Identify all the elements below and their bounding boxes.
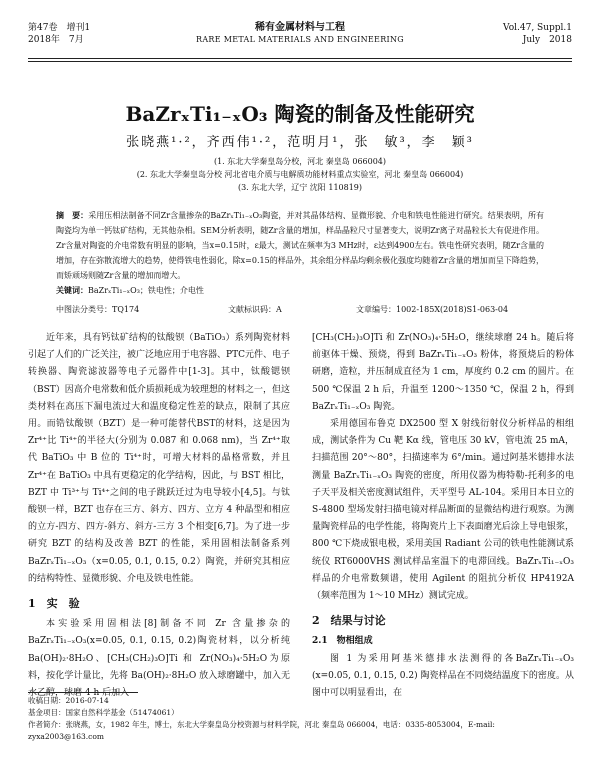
volume-issue-cn: 第47卷 增刊1 [28,23,91,33]
intro-paragraph: 近年来，具有钙钛矿结构的钛酸钡（BaTiO₃）系列陶瓷材料引起了人们的广泛关注，被广泛地应用于电容器、PTC元件、电子转换器、陶瓷滤波器等电子元器件中[1-3]。其中，钛酸锶钡（BST）因高介电常数和低介质损耗成为较理想的材料之一，但这类材料在高压下漏电流过大和温度稳定性差的缺点，限制了其应用。而锆钛酸钡（BZT）是一种可能替代BST的材料，这是因为 Zr⁴⁺比 Ti⁴⁺的半径大(分别为 0.087 和 0.068 nm)，当 Zr⁴⁺取代 BaTiO₃ 中 B 位的 Ti⁴⁺时，可增大材料的晶格常数，并且 Zr⁴⁺在 BaTiO₃ 中具有更稳定的化学结构，因此，与 BST 相比，BZT 中 Ti³⁺与 Ti⁴⁺之间的电子跳跃迁过为电导较小[4,5]。与钛酸钡一样，BZT 也存在三方、斜方、四方、立方 4 种晶型和相应的立方-四方、四方-斜方、斜方-三方 3 个相变[6,7]。为了进一步研究 BZT 的结构及改善 BZT 的性能，采用固相法制备系列 BaZrₓTi₁₋ₓO₃（x=0.05, 0.1, 0.15, 0.2）陶瓷，并研究其相应的结构特性、显微形貌、介电及铁电性能。 [28,333,290,584]
affiliation-2: (2. 东北大学秦皇岛分校 河北省电介质与电解质功能材料重点实验室，河北 秦皇岛 066004) [136,170,464,179]
results-paragraph: 图 1 为采用阿基米德排水法测得的各BaZrₓTi₁₋ₓO₃ (x=0.05, 0.1, 0.15, 0.2) 陶瓷样品在不同烧结温度下的密度。从图中可以明显看出，在 [312,653,574,699]
experiment-paragraph: 本实验采用固相法[8]制备不同 Zr 含量掺杂的BaZrₓTi₁₋ₓO₃(x=0.05, 0.1, 0.15, 0.2)陶瓷材料，以分析纯 Ba(OH)₂·8H₂O、[CH₃(CH₂)₃O]Ti 和 Zr(NO₃)₄·5H₂O为原料，按化学计量比，先将 Ba(OH)₂·8H₂O 放入球磨罐中，加入无水乙醇，球磨 4 h 后加入 [28,619,290,699]
abstract-label: 摘 要： [56,210,89,220]
paper-title: BaZrₓTi₁₋ₓO₃ 陶瓷的制备及性能研究 [125,102,475,126]
characterization-paragraph: 采用德国布鲁克 DX2500 型 X 射线衍射仪分析样品的相组成，测试条件为 Cu 靶 Kα 线，管电压 30 kV，管电流 25 mA，扫描范围 20°～80°，扫描速率为 6°/min。通过阿基米德排水法测量 BaZrₓTi₁₋ₓO₃ 陶瓷的密度，所用仪器为梅特勒-托利多的电子天平及相关密度测试组件，天平型号 AL-104。采用日本日立的 S-4800 型场发射扫描电镜对样品断面的显微结构进行观察。为测量陶瓷样品的电学性能，将陶瓷片上下表面磨光后涂上导电银浆，800 ℃下烧成银电极，采用美国 Radiant 公司的铁电性能测试系统仪 RT6000VHS 测试样品室温下的电滞回线。BaZrₓTi₁₋ₓO₃ 样品的介电常数频谱，使用 Agilent 的阻抗分析仪 HP4192A（频率范围为 1～10 MHz）测试完成。 [312,419,574,602]
section-heading-experiment: 1 实 验 [28,597,80,611]
affiliation-3: (3. 东北大学，辽宁 沈阳 110819) [237,183,363,192]
date-en: July 2018 [522,35,572,45]
header-rule-thin [28,61,572,62]
clc-number: 中图法分类号：TQ174 [56,305,140,314]
subsection-heading-phase: 2.1 物相组成 [312,636,373,647]
left-column [28,330,290,702]
abstract-block [56,208,544,298]
article-number: 文章编号：1002-185X(2018)S1-063-04 [356,305,509,314]
classification-line [56,304,544,318]
header-center [28,22,572,46]
author-list: 张晓燕¹·²，齐西伟¹·²，范明月¹，张 敏³，李 颖³ [126,135,474,150]
preparation-paragraph: [CH₃(CH₂)₃O]Ti 和 Zr(NO₃)₄·5H₂O，继续球磨 24 h。随后将前驱体干燥、预烧，得到 BaZrₓTi₁₋ₓO₃ 粉体，将预烧后的粉体研磨，造粒，并压制成直径为 1 cm，厚度约 0.2 cm 的圆片。在 500 ℃保温 2 h 后，升温至 1200～1350 ℃，保温 2 h，得到 BaZrₓTi₁₋ₓO₃ 陶瓷。 [312,333,574,412]
keywords-text: BaZrₓTi₁₋ₓO₃；铁电性；介电性 [88,286,204,295]
abstract-text: 采用压相法制备不同Zr含量掺杂的BaZrₓTi₁₋ₓO₃陶瓷，并对其晶体结构、显微形貌、介电和铁电性能进行研究。结果表明，所有陶瓷均为单一钙钛矿结构，无其他杂相。SEM分析表明，随Zr含量的增加，样品晶粒尺寸显著变大，说明Zr离子对晶粒长大有促进作用。Zr含量对陶瓷的介电常数有明显的影响，当x=0.15时，ε最大，测试在频率为3 MHz时，ε达到4900左右。铁电性研究表明，随Zr含量的增加，存在弥散流增大的趋势，使得铁电性弱化，除x=0.15的样品外，其余组分样品均剩余极化强度均随着Zr含量的增加而呈下降趋势，而矫顽场则随Zr含量的增加而增大。 [56,211,545,280]
author-bio: 作者简介：张晓燕，女，1982 年生，博士，东北大学秦皇岛分校资源与材料学院，河北 秦皇岛 066004，电话：0335-8053004，E-mail: zyxa2003@163.com [28,720,495,741]
keywords-label: 关键词： [56,285,88,295]
fund-info: 基金项目：国家自然科学基金（51474061） [28,708,179,717]
received-date: 收稿日期：2016-07-14 [28,696,109,705]
affiliation-1: (1. 东北大学秦皇岛分校，河北 秦皇岛 066004) [213,157,387,166]
header-rule-thick [28,58,572,59]
footnote-rule [28,692,138,693]
journal-name-en: RARE METAL MATERIALS AND ENGINEERING [196,35,404,44]
right-column [312,330,574,702]
year-month-cn: 2018年 7月 [28,35,84,45]
footnote-block [28,695,572,743]
document-code: 文献标识码：A [228,305,282,314]
running-header [28,22,572,56]
journal-name-cn: 稀有金属材料与工程 [255,22,345,33]
volume-issue-en: Vol.47, Suppl.1 [503,23,572,33]
header-right [503,22,572,46]
section-heading-results: 2 结果与讨论 [312,614,386,628]
